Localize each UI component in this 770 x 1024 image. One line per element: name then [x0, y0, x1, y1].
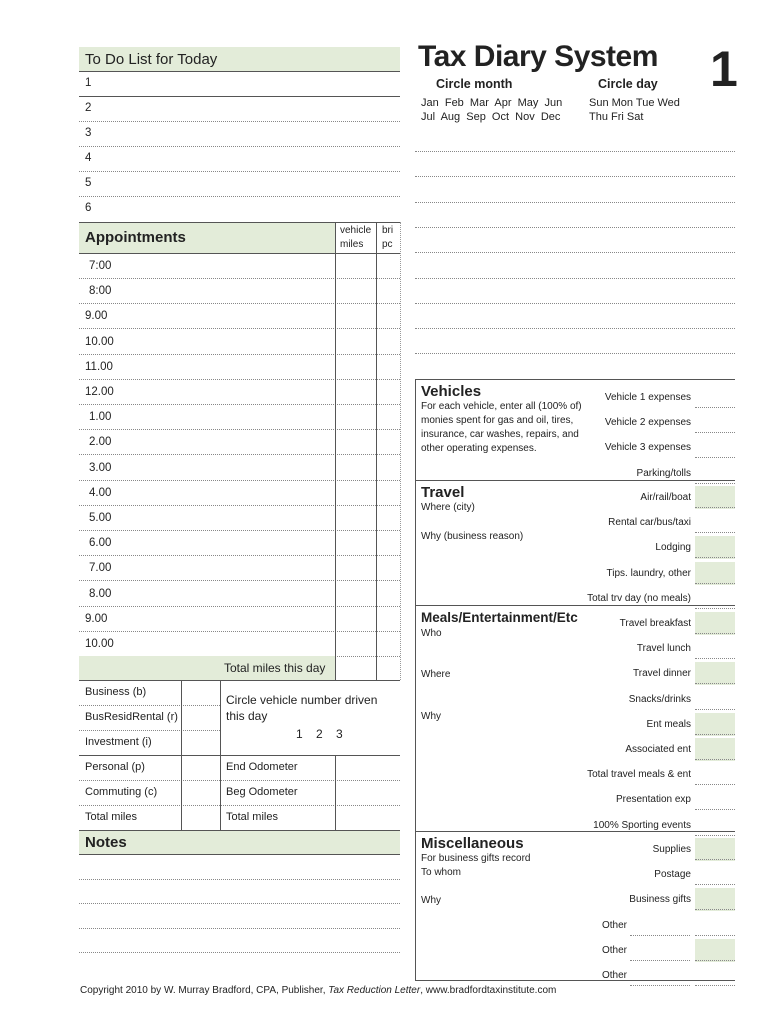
total-miles-label: Total miles [226, 811, 278, 823]
diary-line[interactable] [415, 328, 735, 329]
copyright-text: Copyright 2010 by W. Murray Bradford, CPA, Publisher, [80, 985, 329, 996]
page-number: 1 [710, 41, 738, 97]
vehicles-item-label: Vehicle 3 expenses [604, 442, 691, 454]
notes-header-bar [79, 830, 400, 854]
meals-item-label: Travel lunch [636, 643, 691, 655]
misc-other-name-line[interactable] [630, 985, 690, 986]
vehicles-title: Vehicles [421, 383, 482, 400]
meals-amount-line[interactable] [695, 784, 735, 785]
appointment-time: 7.00 [89, 562, 112, 575]
appointment-time: 10.00 [85, 335, 114, 348]
meals-who-label: Who [421, 628, 442, 639]
appointment-line[interactable] [79, 555, 400, 556]
todo-header-rule [79, 71, 400, 72]
mileage-col-2 [220, 680, 221, 830]
todo-item-line[interactable] [79, 96, 400, 97]
misc-item-label: Other [601, 970, 627, 981]
misc-item-label: Postage [654, 869, 691, 881]
meals-item-label: 100% Sporting events [593, 819, 691, 831]
misc-title: Miscellaneous [421, 835, 524, 852]
travel-amount-line[interactable] [695, 532, 735, 533]
vehicles-amount-line[interactable] [695, 432, 735, 433]
notes-line[interactable] [79, 903, 400, 904]
travel-where-label: Where (city) [421, 502, 475, 513]
vehicles-desc-3: insurance, car washes, repairs, and [421, 429, 579, 440]
appointment-time: 8:00 [89, 285, 112, 298]
todo-item-line[interactable] [79, 121, 400, 122]
appointment-time: 8.00 [89, 587, 112, 600]
misc-other-name-line[interactable] [630, 935, 690, 936]
appointments-right-edge [400, 222, 401, 680]
misc-amount-shade [695, 838, 735, 861]
vehicles-top-rule [415, 379, 735, 380]
misc-item-label: Business gifts [629, 894, 691, 906]
meals-why-label: Why [421, 711, 441, 722]
bri-col-label-2: pc [382, 239, 393, 250]
travel-title: Travel [421, 484, 465, 501]
appointments-header-rule [79, 253, 400, 254]
circle-month-label: Circle month [436, 77, 513, 91]
beg-odometer-label: Beg Odometer [226, 786, 298, 798]
misc-item-label: Other [601, 919, 627, 931]
mileage-col-1 [181, 680, 182, 830]
misc-amount-shade [695, 888, 735, 911]
diary-line[interactable] [415, 252, 735, 253]
notes-line[interactable] [79, 928, 400, 929]
travel-item-label: Rental car/bus/taxi [608, 517, 691, 529]
copyright [80, 985, 556, 996]
mileage-row-label: Total miles [85, 811, 137, 823]
appointment-time: 12.00 [85, 386, 114, 398]
appointment-line[interactable] [79, 606, 400, 607]
mileage-row-line[interactable] [79, 705, 220, 706]
meals-item-label: Ent meals [646, 718, 691, 730]
vehicles-desc-4: other operating expenses. [421, 443, 537, 454]
odometer-line[interactable] [220, 780, 400, 781]
mileage-row-line[interactable] [79, 730, 220, 731]
todo-item-number: 4 [85, 152, 92, 164]
misc-top-rule [415, 831, 735, 832]
misc-item-label: Other [601, 944, 627, 956]
page-title: Tax Diary System [418, 40, 658, 73]
appointment-line[interactable] [79, 580, 400, 581]
mileage-top-rule [79, 755, 400, 756]
circle-vehicle-label-2: this day [226, 709, 268, 723]
meals-amount-line[interactable] [695, 658, 735, 659]
misc-item-label: Supplies [652, 844, 691, 855]
appointment-time: 10.00 [85, 638, 114, 650]
appointment-line[interactable] [79, 480, 400, 481]
appointment-line[interactable] [79, 354, 400, 355]
travel-item-label: Lodging [655, 542, 691, 554]
todo-item-line[interactable] [79, 146, 400, 147]
vehicle-miles-col-left [335, 222, 336, 680]
meals-amount-line[interactable] [695, 809, 735, 810]
travel-amount-line[interactable] [695, 608, 735, 609]
right-panel-bottom-rule [415, 980, 735, 981]
appointment-line[interactable] [79, 530, 400, 531]
appointment-time: 6.00 [89, 537, 112, 550]
days-row-1[interactable]: Sun Mon Tue Wed [589, 97, 680, 109]
meals-amount-line[interactable] [695, 835, 735, 836]
meals-item-label: Travel dinner [633, 668, 691, 680]
appointment-line[interactable] [79, 404, 400, 405]
todo-item-number: 2 [85, 102, 92, 114]
todo-item-line[interactable] [79, 171, 400, 172]
misc-why-label: Why [421, 895, 441, 906]
appointment-line[interactable] [79, 505, 400, 506]
meals-item-label: Total travel meals & ent [587, 769, 691, 781]
misc-other-name-line[interactable] [630, 960, 690, 961]
notes-title: Notes [85, 834, 127, 851]
misc-to-whom-label: To whom [421, 867, 462, 878]
meals-where-label: Where [421, 669, 451, 680]
vehicle-number-options[interactable]: 1 2 3 [296, 727, 343, 741]
todo-item-number: 6 [85, 202, 92, 214]
misc-amount-line[interactable] [695, 884, 735, 885]
travel-item-label: Total trv day (no meals) [587, 592, 691, 604]
appointment-time: 5.00 [89, 512, 112, 524]
diary-line[interactable] [415, 278, 735, 279]
bri-col-left [376, 222, 377, 680]
appointment-line[interactable] [79, 631, 400, 632]
notes-line[interactable] [79, 879, 400, 880]
appointments-title: Appointments [85, 229, 186, 246]
travel-amount-shade [695, 536, 735, 559]
copyright-publication: Tax Reduction Letter [328, 985, 421, 996]
months-row-2[interactable]: Jul Aug Sep Oct Nov Dec [421, 111, 561, 123]
meals-item-label: Snacks/drinks [628, 693, 691, 705]
mileage-row-label: Business (b) [85, 686, 147, 698]
copyright-url: , www.bradfordtaxinstitute.com [420, 985, 557, 996]
vehicle-miles-col-label: vehicle [340, 225, 372, 236]
travel-why-label: Why (business reason) [421, 531, 524, 542]
months-row-1[interactable]: Jan Feb Mar Apr May Jun [421, 97, 563, 109]
meals-amount-shade [695, 662, 735, 685]
circle-day-label: Circle day [598, 77, 658, 91]
end-odometer-label: End Odometer [226, 761, 298, 773]
right-panel-left-border [415, 379, 416, 980]
todo-item-number: 3 [85, 127, 92, 139]
diary-line[interactable] [415, 176, 735, 177]
mileage-row-label: BusResidRental (r) [85, 711, 178, 723]
total-miles-day-label: Total miles this day [224, 661, 326, 675]
appointment-line[interactable] [79, 429, 400, 430]
circle-vehicle-label: Circle vehicle number driven [226, 693, 378, 707]
mileage-row-label: Commuting (c) [85, 786, 158, 798]
vehicles-amount-line[interactable] [695, 457, 735, 458]
diary-line[interactable] [415, 353, 735, 354]
appointments-top-rule [79, 222, 400, 223]
todo-item-number: 1 [85, 77, 92, 89]
notes-line[interactable] [79, 854, 400, 855]
meals-amount-line[interactable] [695, 709, 735, 710]
misc-amount-line[interactable] [695, 985, 735, 986]
meals-amount-line[interactable] [695, 633, 735, 634]
appointment-time: 2.00 [89, 436, 112, 449]
vehicles-desc-2: monies spent for gas and oil, tires, [421, 415, 574, 426]
misc-amount-line[interactable] [695, 909, 735, 910]
appointment-line[interactable] [79, 328, 400, 329]
appointment-time: 3.00 [89, 461, 112, 474]
misc-desc: For business gifts record [421, 853, 531, 864]
meals-top-rule [415, 605, 735, 606]
meals-amount-shade [695, 713, 735, 736]
odometer-line[interactable] [220, 805, 400, 806]
appointment-time: 9.00 [85, 612, 108, 625]
meals-amount-line[interactable] [695, 759, 735, 760]
notes-line[interactable] [79, 952, 400, 953]
travel-amount-shade [695, 486, 735, 509]
bri-col-label: bri [382, 225, 394, 236]
vehicles-amount-line[interactable] [695, 407, 735, 408]
meals-amount-shade [695, 612, 735, 635]
travel-item-label: Air/rail/boat [640, 492, 691, 503]
travel-top-rule [415, 480, 735, 481]
vehicles-item-label: Vehicle 1 expenses [604, 392, 691, 403]
meals-item-label: Associated ent [625, 744, 691, 755]
notes-top-rule [79, 830, 400, 831]
meals-amount-line[interactable] [695, 734, 735, 735]
appointment-time: 9.00 [85, 310, 108, 323]
total-miles-day-rule [79, 680, 400, 681]
travel-amount-line[interactable] [695, 557, 735, 558]
misc-amount-line[interactable] [695, 859, 735, 860]
misc-amount-line[interactable] [695, 960, 735, 961]
todo-item-number: 5 [85, 177, 92, 189]
misc-amount-line[interactable] [695, 935, 735, 936]
appointment-line[interactable] [79, 379, 400, 380]
travel-amount-line[interactable] [695, 507, 735, 508]
vehicles-desc-1: For each vehicle, enter all (100% of) [421, 401, 582, 412]
vehicle-miles-col-label-2: miles [340, 239, 364, 250]
travel-amount-line[interactable] [695, 583, 735, 584]
todo-title: To Do List for Today [85, 51, 218, 68]
meals-title: Meals/Entertainment/Etc [421, 610, 578, 625]
meals-amount-line[interactable] [695, 683, 735, 684]
mileage-row-label: Investment (i) [85, 736, 152, 748]
mileage-col-3 [335, 755, 336, 830]
appointment-time: 4.00 [89, 486, 112, 499]
todo-item-line[interactable] [79, 196, 400, 197]
appointment-line[interactable] [79, 303, 400, 304]
meals-item-label: Travel breakfast [619, 618, 691, 629]
appointment-line[interactable] [79, 278, 400, 279]
meals-amount-shade [695, 738, 735, 761]
meals-item-label: Presentation exp [615, 794, 691, 806]
vehicles-amount-line[interactable] [695, 483, 735, 484]
appointment-time: 7:00 [89, 260, 112, 272]
diary-line[interactable] [415, 303, 735, 304]
diary-line[interactable] [415, 202, 735, 203]
vehicles-item-label: Parking/tolls [636, 467, 691, 479]
days-row-2[interactable]: Thu Fri Sat [589, 111, 644, 123]
travel-item-label: Tips. laundry, other [606, 567, 691, 579]
mileage-row-label: Personal (p) [85, 761, 145, 773]
vehicles-item-label: Vehicle 2 expenses [604, 417, 691, 429]
appointment-time: 11.00 [85, 360, 113, 373]
misc-amount-shade [695, 939, 735, 962]
diary-line[interactable] [415, 151, 735, 152]
appointment-line[interactable] [79, 454, 400, 455]
diary-line[interactable] [415, 227, 735, 228]
travel-amount-shade [695, 562, 735, 585]
appointment-time: 1.00 [89, 411, 112, 424]
